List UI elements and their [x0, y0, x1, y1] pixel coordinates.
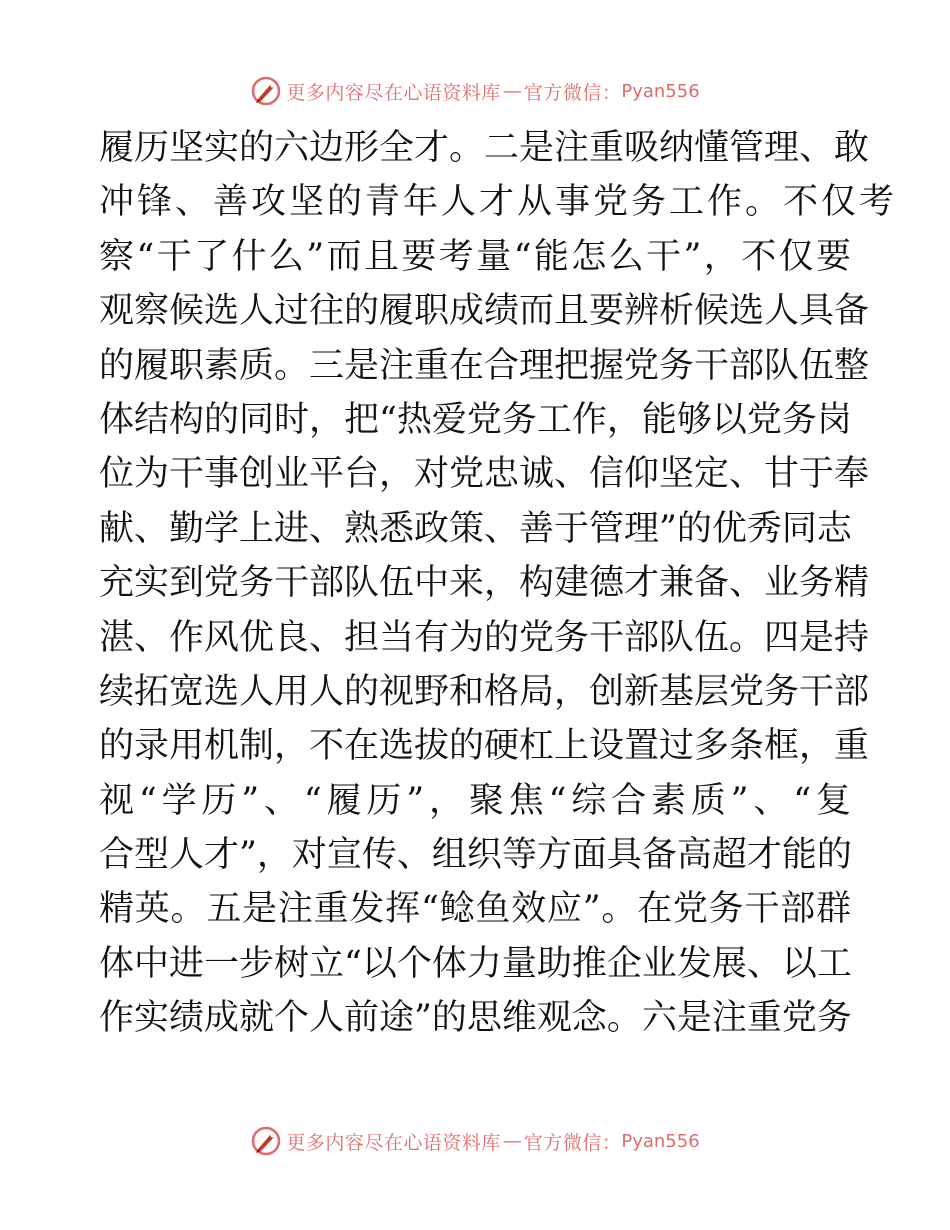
document-body: [99, 121, 898, 1046]
body-line: 的履职素质。三是注重在合理把握党务干部队伍整: [99, 345, 870, 386]
watermark-separator: —: [502, 1130, 522, 1152]
body-line: 体中进一步树立“以个体力量助推企业发展、以工: [99, 943, 852, 984]
footer-watermark: [0, 1121, 950, 1161]
body-line: 观察候选人过往的履职成绩而且要辨析候选人具备: [99, 291, 870, 332]
body-line: 履历坚实的六边形全才。二是注重吸纳懂管理、敢: [99, 128, 870, 168]
body-line: 体结构的同时，把“热爱党务工作，能够以党务岗: [99, 399, 852, 440]
body-line: 作实绩成就个人前途”的思维观念。六是注重党务: [99, 998, 852, 1039]
pen-logo-icon: [250, 75, 282, 107]
body-line: 位为干事创业平台，对党忠诚、信仰坚定、甘于奉: [99, 454, 870, 495]
body-line: 的录用机制，不在选拔的硬杠上设置过多条框，重: [99, 726, 870, 767]
pen-logo-icon: [250, 1125, 282, 1157]
body-line: 充实到党务干部队伍中来，构建德才兼备、业务精: [99, 563, 870, 604]
body-line: 冲锋、善攻坚的青年人才从事党务工作。不仅考: [99, 182, 898, 223]
header-watermark: [0, 71, 950, 111]
watermark-id: Pyan556: [621, 80, 700, 102]
watermark-text: 更多内容尽在心语资料库: [286, 81, 501, 104]
watermark-label: 官方微信：: [523, 81, 622, 104]
body-line: 续拓宽选人用人的视野和格局，创新基层党务干部: [99, 671, 870, 712]
body-line: 献、勤学上进、熟悉政策、善于管理”的优秀同志: [99, 508, 852, 549]
watermark-separator: —: [502, 80, 522, 102]
watermark-label: 官方微信：: [523, 1131, 622, 1154]
body-line: 合型人才”，对宣传、组织等方面具备高超才能的: [99, 835, 852, 876]
watermark-id: Pyan556: [621, 1130, 700, 1152]
body-line: 精英。五是注重发挥“鲶鱼效应”。在党务干部群: [99, 889, 851, 930]
body-line: 视“学历”、“履历”，聚焦“综合素质”、“复: [99, 780, 851, 821]
body-line: 察“干了什么”而且要考量“能怎么干”，不仅要: [99, 236, 851, 277]
body-line: 湛、作风优良、担当有为的党务干部队伍。四是持: [99, 617, 870, 658]
watermark-text: 更多内容尽在心语资料库: [286, 1131, 501, 1154]
